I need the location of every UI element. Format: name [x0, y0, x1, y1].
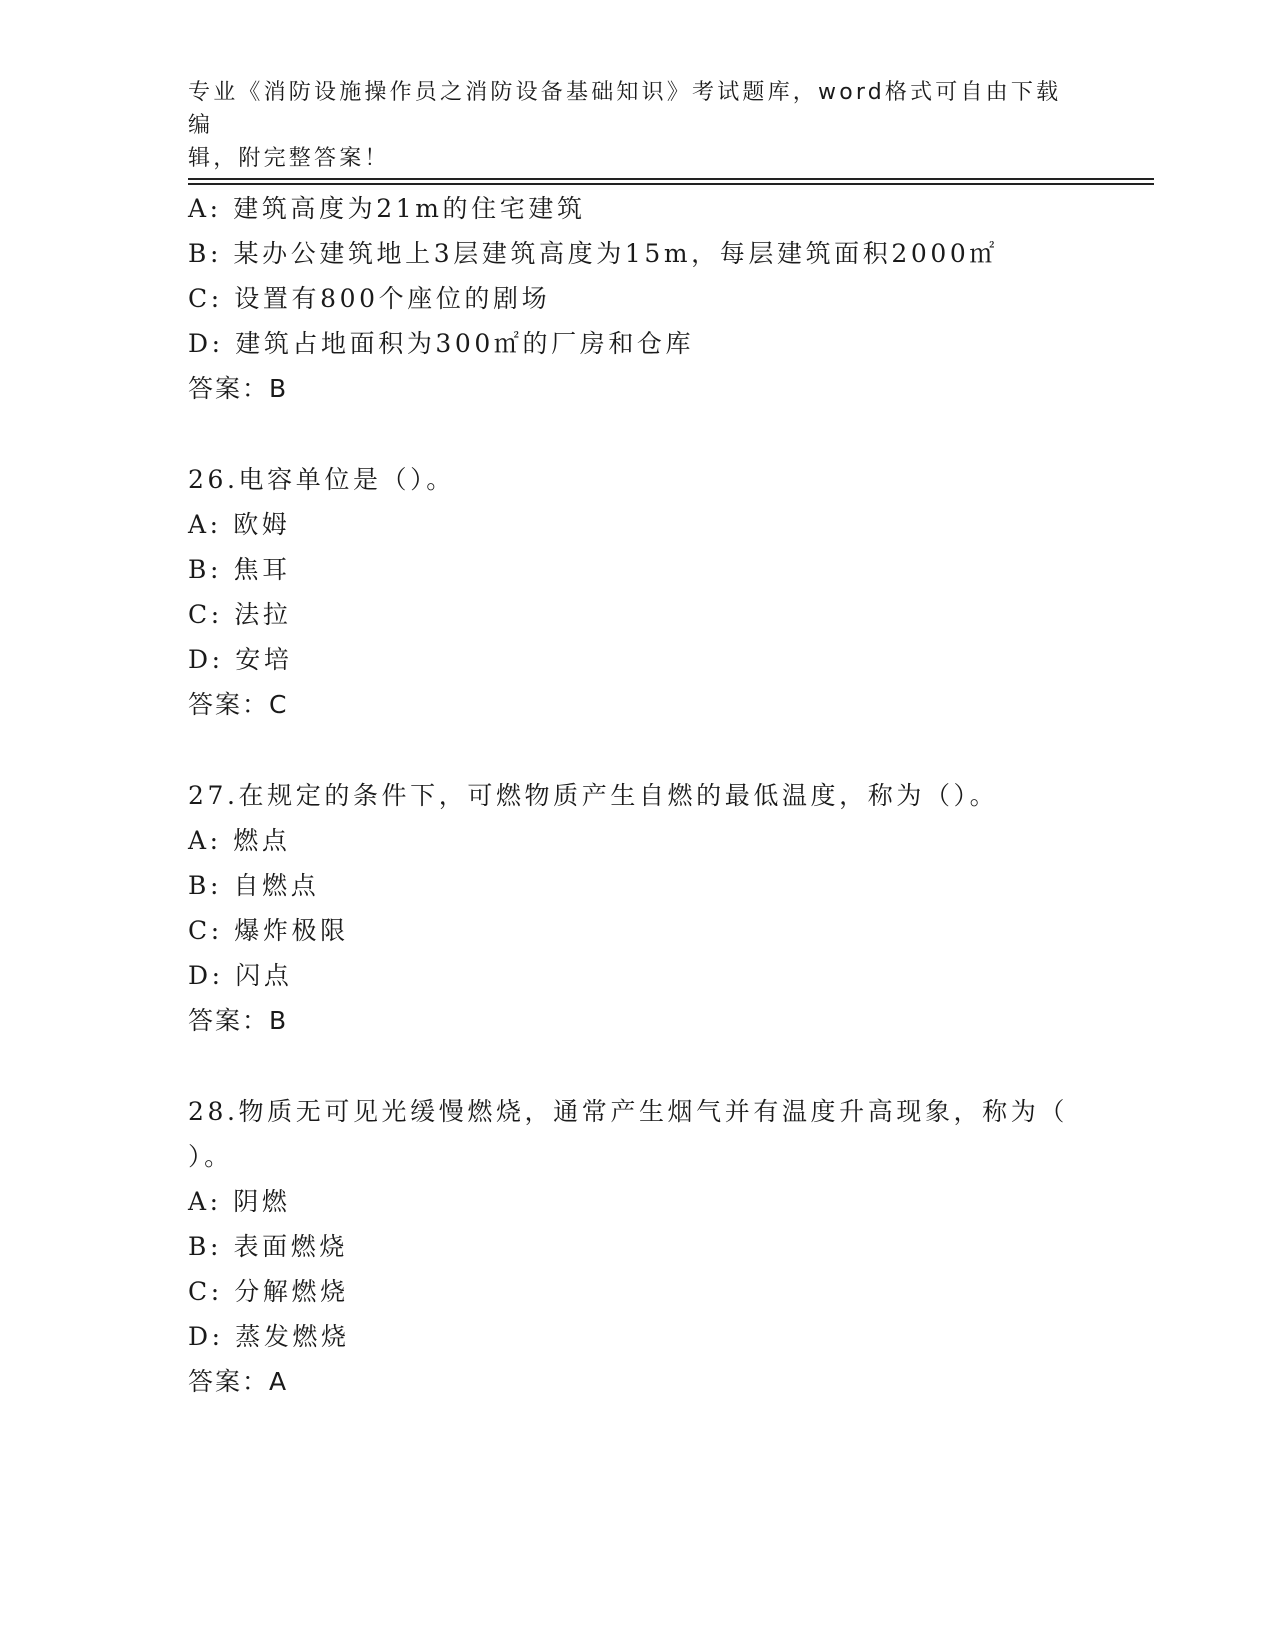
- q25-option-b: B: 某办公建筑地上3层建筑高度为15m，每层建筑面积2000㎡: [188, 239, 998, 268]
- q25-answer: 答案：B: [188, 374, 289, 403]
- q28-stem-line-2: ）。: [188, 1142, 233, 1171]
- q26-answer: 答案：C: [188, 690, 289, 719]
- q27-option-b: B: 自燃点: [188, 871, 320, 900]
- q28-option-d: D: 蒸发燃烧: [188, 1322, 350, 1351]
- q26-option-d: D: 安培: [188, 645, 293, 674]
- q27-option-c: C: 爆炸极限: [188, 916, 349, 945]
- q28-stem-line-1: 28.物质无可见光缓慢燃烧，通常产生烟气并有温度升高现象，称为（: [188, 1097, 1068, 1126]
- q26-option-a: A: 欧姆: [188, 510, 291, 539]
- q28-option-a: A: 阴燃: [188, 1187, 291, 1216]
- q25-option-c: C: 设置有800个座位的剧场: [188, 284, 551, 313]
- q27-stem: 27.在规定的条件下，可燃物质产生自燃的最低温度，称为（）。: [188, 781, 999, 810]
- q27-option-d: D: 闪点: [188, 961, 293, 990]
- header-line-2: 辑，附完整答案！: [188, 146, 390, 171]
- header-divider-top: [188, 178, 1154, 180]
- q27-option-a: A: 燃点: [188, 826, 291, 855]
- q25-option-d: D: 建筑占地面积为300㎡的厂房和仓库: [188, 329, 695, 358]
- document-header: [188, 76, 1068, 175]
- q28-option-c: C: 分解燃烧: [188, 1277, 349, 1306]
- q27-answer: 答案：B: [188, 1006, 289, 1035]
- q26-option-b: B: 焦耳: [188, 555, 291, 584]
- q28-answer: 答案：A: [188, 1367, 289, 1396]
- header-divider-bottom: [188, 183, 1154, 185]
- q25-option-a: A: 建筑高度为21m的住宅建筑: [188, 194, 586, 223]
- header-line-1: 专业《消防设施操作员之消防设备基础知识》考试题库，word格式可自由下载编: [188, 80, 1062, 138]
- q28-option-b: B: 表面燃烧: [188, 1232, 348, 1261]
- q26-stem: 26.电容单位是（）。: [188, 465, 455, 494]
- q26-option-c: C: 法拉: [188, 600, 292, 629]
